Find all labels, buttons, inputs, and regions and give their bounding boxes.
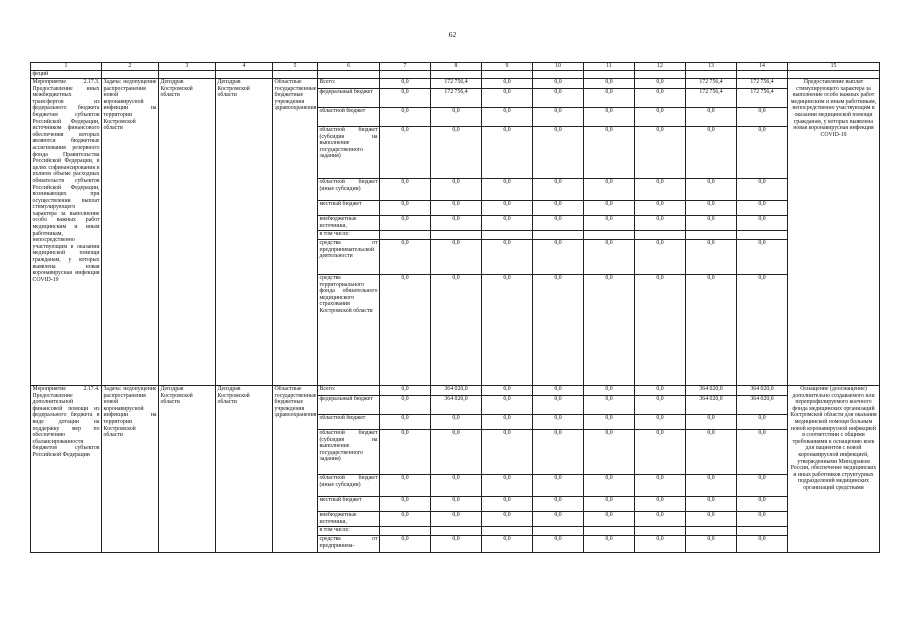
column-number: 12 [635, 63, 686, 71]
amount-cell: 0,0 [533, 475, 584, 497]
amount-cell: 0,0 [635, 275, 686, 386]
funding-source-label: федеральный бюджет [318, 396, 380, 415]
amount-cell: 0,0 [533, 275, 584, 386]
amount-cell: 0,0 [737, 497, 788, 512]
amount-cell [380, 231, 431, 240]
amount-cell: 0,0 [737, 108, 788, 127]
amount-cell: 0,0 [584, 475, 635, 497]
amount-cell: 0,0 [482, 201, 533, 216]
amount-cell: 0,0 [482, 415, 533, 430]
amount-cell: 0,0 [737, 179, 788, 201]
amount-cell: 0,0 [686, 512, 737, 527]
coexecutor-cell: Депздрав Костромской области [216, 79, 273, 386]
amount-cell: 0,0 [635, 512, 686, 527]
amount-cell: 0,0 [584, 89, 635, 108]
amount-cell: 0,0 [533, 396, 584, 415]
amount-cell: 0,0 [482, 179, 533, 201]
amount-cell: 0,0 [635, 240, 686, 275]
funding-source-label: средства от предпринима- [318, 536, 380, 553]
amount-cell: 172 756,4 [431, 89, 482, 108]
amount-cell [584, 527, 635, 536]
continuation-text: феций [31, 71, 102, 79]
amount-cell: 0,0 [686, 201, 737, 216]
amount-cell: 0,0 [380, 79, 431, 89]
amount-cell: 0,0 [584, 127, 635, 179]
amount-cell: 0,0 [686, 275, 737, 386]
task-cell: Задача: недопущение распространения новой коронавирусной инфекции на территории Костромской области [102, 386, 159, 553]
funding-source-label: федеральный бюджет [318, 89, 380, 108]
amount-cell: 0,0 [431, 240, 482, 275]
amount-cell [686, 231, 737, 240]
funding-source-label: средства территориального фонда обязательного медицинского страхования Костромской области [318, 275, 380, 386]
amount-cell: 0,0 [635, 216, 686, 231]
amount-cell: 0,0 [635, 108, 686, 127]
budget-table [30, 62, 880, 553]
amount-cell: 0,0 [737, 216, 788, 231]
amount-cell: 0,0 [686, 475, 737, 497]
continuation-row [31, 71, 880, 79]
amount-cell: 0,0 [635, 396, 686, 415]
funding-source-label: областной бюджет (иные субсидии) [318, 179, 380, 201]
amount-cell: 0,0 [482, 275, 533, 386]
amount-cell [533, 527, 584, 536]
column-number: 15 [788, 63, 880, 71]
amount-cell: 0,0 [533, 536, 584, 553]
amount-cell: 0,0 [635, 415, 686, 430]
amount-cell: 0,0 [584, 430, 635, 475]
amount-cell: 0,0 [584, 79, 635, 89]
column-number: 1 [31, 63, 102, 71]
measure-cell: Мероприятие 2.17.4. Предоставление дополнительной финансовой помощи из федерального бюджета в виде дотации на поддержку мер по обеспечению сбалансированности бюджетов субъектов Российской Федерации [31, 386, 102, 553]
funding-row [31, 386, 880, 396]
amount-cell: 0,0 [380, 475, 431, 497]
amount-cell [635, 231, 686, 240]
amount-cell: 0,0 [533, 216, 584, 231]
expected-result-cell: Предоставление выплат стимулирующего характера за выполнение особо важных работ медицинским и иным работникам, непосредственно участвующим в оказании медицинской помощи гражданам, у которых выявлена новая коронавирусная инфекция COVID-19 [788, 79, 880, 386]
amount-cell: 0,0 [584, 240, 635, 275]
amount-cell: 0,0 [584, 216, 635, 231]
amount-cell: 364 020,0 [737, 386, 788, 396]
executor-cell: Депздрав Костромской области [159, 386, 216, 553]
amount-cell: 0,0 [482, 108, 533, 127]
funding-source-label: Всего: [318, 79, 380, 89]
column-number: 9 [482, 63, 533, 71]
amount-cell [431, 231, 482, 240]
amount-cell: 0,0 [431, 275, 482, 386]
amount-cell: 0,0 [482, 475, 533, 497]
amount-cell: 0,0 [737, 475, 788, 497]
amount-cell: 0,0 [533, 79, 584, 89]
column-number: 11 [584, 63, 635, 71]
column-number: 5 [273, 63, 318, 71]
column-number: 3 [159, 63, 216, 71]
amount-cell: 0,0 [635, 89, 686, 108]
amount-cell: 0,0 [584, 396, 635, 415]
funding-source-label: в том числе: [318, 231, 380, 240]
amount-cell: 0,0 [635, 536, 686, 553]
amount-cell: 0,0 [686, 536, 737, 553]
amount-cell [380, 527, 431, 536]
amount-cell [482, 527, 533, 536]
page-number: 62 [448, 30, 457, 39]
funding-source-label: Всего: [318, 386, 380, 396]
funding-source-label: местный бюджет [318, 497, 380, 512]
amount-cell: 0,0 [380, 89, 431, 108]
amount-cell: 172 756,4 [737, 79, 788, 89]
column-number-row [31, 63, 880, 71]
funding-source-label: средства от предпринимательской деятельности [318, 240, 380, 275]
amount-cell: 0,0 [431, 108, 482, 127]
coexecutor-cell: Депздрав Костромской области [216, 386, 273, 553]
amount-cell: 0,0 [482, 430, 533, 475]
amount-cell [584, 231, 635, 240]
amount-cell: 0,0 [482, 497, 533, 512]
recipient-cell: Областные государственные бюджетные учреждения здравоохранения [273, 79, 318, 386]
amount-cell: 0,0 [482, 536, 533, 553]
funding-source-label: внебюджетные источники, [318, 216, 380, 231]
amount-cell: 0,0 [431, 201, 482, 216]
column-number: 2 [102, 63, 159, 71]
column-number: 14 [737, 63, 788, 71]
amount-cell: 0,0 [584, 497, 635, 512]
amount-cell: 0,0 [737, 240, 788, 275]
amount-cell: 0,0 [635, 79, 686, 89]
amount-cell: 0,0 [533, 430, 584, 475]
amount-cell: 0,0 [482, 216, 533, 231]
amount-cell: 0,0 [533, 127, 584, 179]
amount-cell: 0,0 [584, 536, 635, 553]
amount-cell: 0,0 [380, 386, 431, 396]
amount-cell: 0,0 [686, 108, 737, 127]
amount-cell: 0,0 [533, 201, 584, 216]
amount-cell: 172 756,4 [431, 79, 482, 89]
amount-cell: 0,0 [584, 415, 635, 430]
funding-source-label: местный бюджет [318, 201, 380, 216]
amount-cell: 0,0 [737, 275, 788, 386]
amount-cell: 0,0 [737, 512, 788, 527]
amount-cell: 0,0 [635, 127, 686, 179]
amount-cell: 0,0 [380, 536, 431, 553]
amount-cell: 0,0 [380, 127, 431, 179]
executor-cell: Депздрав Костромской области [159, 79, 216, 386]
funding-source-label: внебюджетные источники, [318, 512, 380, 527]
amount-cell: 0,0 [686, 430, 737, 475]
amount-cell: 172 756,4 [686, 79, 737, 89]
column-number: 13 [686, 63, 737, 71]
amount-cell: 0,0 [635, 430, 686, 475]
amount-cell: 0,0 [482, 79, 533, 89]
task-cell: Задача: недопущение распространения новой коронавирусной инфекции на территории Костромской области [102, 79, 159, 386]
amount-cell: 0,0 [533, 386, 584, 396]
amount-cell: 0,0 [482, 240, 533, 275]
column-number: 8 [431, 63, 482, 71]
amount-cell: 0,0 [584, 386, 635, 396]
amount-cell: 0,0 [482, 89, 533, 108]
amount-cell: 0,0 [584, 179, 635, 201]
amount-cell: 0,0 [686, 240, 737, 275]
amount-cell: 0,0 [380, 216, 431, 231]
amount-cell: 0,0 [482, 396, 533, 415]
amount-cell: 0,0 [737, 415, 788, 430]
amount-cell [482, 231, 533, 240]
amount-cell: 0,0 [533, 415, 584, 430]
amount-cell: 0,0 [584, 201, 635, 216]
amount-cell: 0,0 [533, 512, 584, 527]
amount-cell: 0,0 [380, 179, 431, 201]
funding-source-label: областной бюджет (иные субсидии) [318, 475, 380, 497]
amount-cell: 0,0 [533, 179, 584, 201]
amount-cell [431, 527, 482, 536]
amount-cell: 0,0 [431, 512, 482, 527]
amount-cell: 364 020,0 [431, 396, 482, 415]
amount-cell: 0,0 [737, 127, 788, 179]
amount-cell: 0,0 [482, 386, 533, 396]
funding-source-label: в том числе: [318, 527, 380, 536]
amount-cell: 0,0 [686, 415, 737, 430]
amount-cell: 0,0 [584, 275, 635, 386]
amount-cell: 0,0 [431, 430, 482, 475]
amount-cell [533, 231, 584, 240]
amount-cell: 0,0 [533, 240, 584, 275]
amount-cell: 0,0 [431, 127, 482, 179]
amount-cell: 0,0 [380, 430, 431, 475]
column-number: 4 [216, 63, 273, 71]
amount-cell: 0,0 [431, 536, 482, 553]
amount-cell: 0,0 [533, 108, 584, 127]
amount-cell: 0,0 [482, 512, 533, 527]
amount-cell: 0,0 [533, 89, 584, 108]
amount-cell: 0,0 [380, 240, 431, 275]
funding-row [31, 79, 880, 89]
amount-cell: 364 020,0 [686, 396, 737, 415]
amount-cell: 0,0 [584, 512, 635, 527]
amount-cell: 0,0 [380, 497, 431, 512]
amount-cell: 0,0 [533, 497, 584, 512]
amount-cell: 0,0 [380, 108, 431, 127]
amount-cell: 0,0 [737, 201, 788, 216]
amount-cell: 0,0 [686, 497, 737, 512]
amount-cell: 0,0 [635, 497, 686, 512]
amount-cell: 172 756,4 [686, 89, 737, 108]
funding-source-label: областной бюджет [318, 415, 380, 430]
expected-result-cell: Оснащение (дооснащение) дополнительно создаваемого или перепрофилируемого коечного фонда медицинских организаций Костромской области для оказания медицинской помощи больным новой коронавирусной инфекцией в соответствии с общими требованиями к оснащению коек для пациентов с новой коронавирусной инфекцией, утвержденными Минздравом России, обеспечение медицинских и иных работников структурных подразделений медицинских организаций средствами [788, 386, 880, 553]
amount-cell: 0,0 [431, 179, 482, 201]
amount-cell: 0,0 [380, 275, 431, 386]
amount-cell: 0,0 [686, 216, 737, 231]
amount-cell: 0,0 [431, 475, 482, 497]
amount-cell: 0,0 [380, 201, 431, 216]
amount-cell: 0,0 [380, 415, 431, 430]
amount-cell: 0,0 [482, 127, 533, 179]
amount-cell: 0,0 [380, 396, 431, 415]
measure-cell: Мероприятие 2.17.3. Предоставление иных межбюджетных трансфертов из федерального бюджета бюджетам субъектов Российской Федерации, источником финансового обеспечения которых являются бюджетные ассигнования резервного фонда Правительства Российской Федерации, в целях софинансирования в полном объеме расходных обязательств субъектов Российской Федерации, возникающих при осуществлении выплат стимулирующего характера за выполнение особо важных работ медицинским и иным работникам, непосредственно участвующим в оказании медицинской помощи гражданам, у которых выявлена новая коронавирусная инфекция COVID-19 [31, 79, 102, 386]
amount-cell: 0,0 [635, 386, 686, 396]
amount-cell: 0,0 [431, 415, 482, 430]
amount-cell: 0,0 [686, 179, 737, 201]
column-number: 7 [380, 63, 431, 71]
amount-cell: 0,0 [737, 430, 788, 475]
amount-cell: 0,0 [635, 201, 686, 216]
amount-cell [737, 231, 788, 240]
amount-cell [635, 527, 686, 536]
amount-cell: 0,0 [686, 127, 737, 179]
amount-cell: 0,0 [380, 512, 431, 527]
amount-cell: 0,0 [584, 108, 635, 127]
amount-cell: 0,0 [431, 497, 482, 512]
recipient-cell: Областные государственные бюджетные учреждения здравоохранения [273, 386, 318, 553]
funding-source-label: областной бюджет (субсидия на выполнение государственного задания) [318, 430, 380, 475]
amount-cell [686, 527, 737, 536]
funding-source-label: областной бюджет [318, 108, 380, 127]
column-number: 6 [318, 63, 380, 71]
amount-cell: 364 020,0 [737, 396, 788, 415]
column-number: 10 [533, 63, 584, 71]
amount-cell: 364 020,0 [686, 386, 737, 396]
amount-cell: 0,0 [635, 475, 686, 497]
amount-cell: 0,0 [737, 536, 788, 553]
funding-source-label: областной бюджет (субсидия на выполнение государственного задания) [318, 127, 380, 179]
amount-cell: 0,0 [431, 216, 482, 231]
amount-cell: 172 756,4 [737, 89, 788, 108]
amount-cell [737, 527, 788, 536]
amount-cell: 0,0 [635, 179, 686, 201]
amount-cell: 364 020,0 [431, 386, 482, 396]
